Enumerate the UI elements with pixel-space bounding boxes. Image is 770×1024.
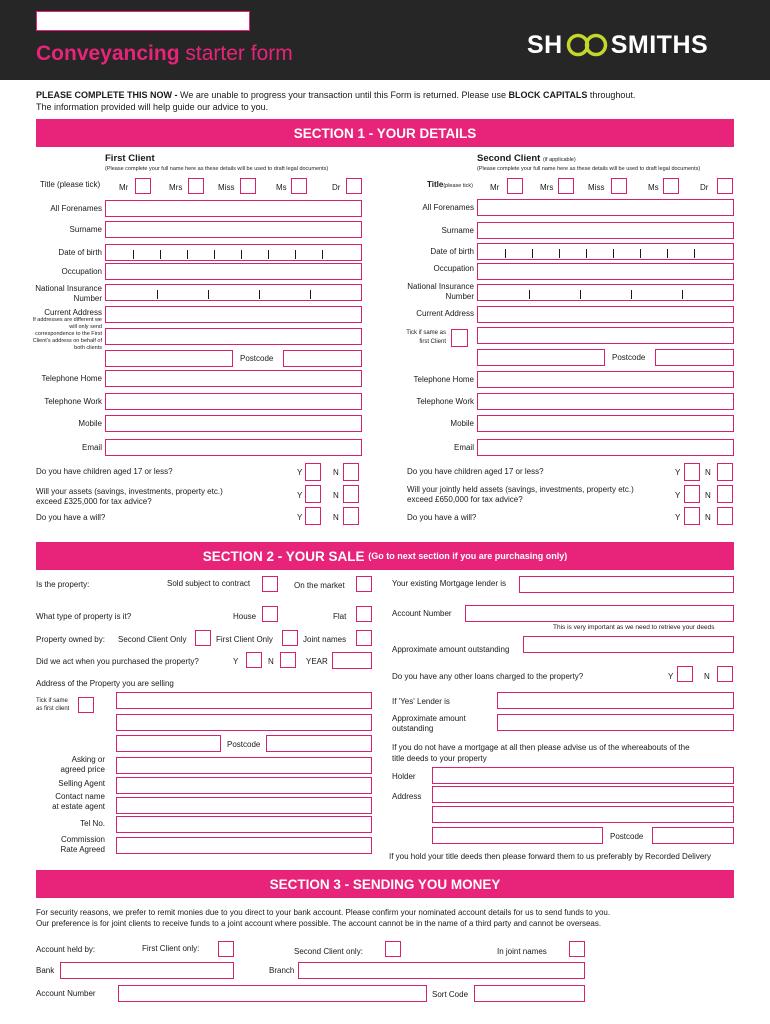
bank-field[interactable] xyxy=(60,962,234,979)
children-question: Do you have children aged 17 or less? xyxy=(407,467,544,476)
same-as-first-checkbox[interactable] xyxy=(78,697,94,713)
surname-field-first[interactable] xyxy=(105,221,362,238)
holder-field[interactable] xyxy=(432,767,734,784)
section-1-header: SECTION 1 - YOUR DETAILS xyxy=(36,119,734,147)
owned-joint-checkbox[interactable] xyxy=(356,630,372,646)
other-approx-field[interactable] xyxy=(497,714,734,731)
mobile-label: Mobile xyxy=(78,419,102,428)
year-label: YEAR xyxy=(306,657,328,666)
no-mortgage-note: If you do not have a mortgage at all then please advise us of the whereabouts of the title deeds to your property xyxy=(392,743,690,763)
approx-outstanding-label: Approximate amount outstanding xyxy=(392,645,510,654)
no-label: N xyxy=(268,657,274,666)
ni-label: National Insurance Number xyxy=(407,282,474,301)
mobile-field-second[interactable] xyxy=(477,415,734,432)
children-no-first[interactable] xyxy=(343,463,359,481)
title-miss-checkbox-first[interactable] xyxy=(240,178,256,194)
title-dr-checkbox-first[interactable] xyxy=(346,178,362,194)
other-loans-yes[interactable] xyxy=(677,666,693,682)
forenames-label: All Forenames xyxy=(422,203,474,212)
tel-no-label: Tel No. xyxy=(80,819,105,828)
dob-field-second[interactable] xyxy=(477,243,734,260)
surname-field-second[interactable] xyxy=(477,222,734,239)
house-checkbox[interactable] xyxy=(262,606,278,622)
flat-checkbox[interactable] xyxy=(356,606,372,622)
deeds-postcode-field[interactable] xyxy=(652,827,734,844)
sold-subject-label: Sold subject to contract xyxy=(167,579,251,588)
address-label: Current Address xyxy=(416,309,474,318)
asking-price-label: Asking or agreed price xyxy=(60,755,105,774)
ni-field-second[interactable] xyxy=(477,284,734,301)
owned-by-label: Property owned by: xyxy=(36,635,105,644)
mobile-field-first[interactable] xyxy=(105,415,362,432)
title-ms-label: Ms xyxy=(648,183,659,192)
email-field-first[interactable] xyxy=(105,439,362,456)
asking-price-field[interactable] xyxy=(116,757,372,774)
email-label: Email xyxy=(453,443,474,452)
ni-field-first[interactable] xyxy=(105,284,362,301)
yes-label: Y xyxy=(675,491,681,500)
title-dr-label: Dr xyxy=(332,183,341,192)
title-ms-checkbox-second[interactable] xyxy=(663,178,679,194)
assets-question-first: Will your assets (savings, investments, property etc.) exceed £325,000 for tax advice? xyxy=(36,487,223,506)
title-label-first: Title (please tick) xyxy=(40,180,101,189)
joint-names-label: In joint names xyxy=(497,947,547,956)
postcode-label: Postcode xyxy=(227,740,261,749)
will-yes-first[interactable] xyxy=(305,507,321,525)
branch-field[interactable] xyxy=(298,962,585,979)
surname-label: Surname xyxy=(69,225,102,234)
form-title: Conveyancing starter form xyxy=(36,42,293,65)
title-mrs-checkbox-second[interactable] xyxy=(558,178,574,194)
address-line3-first[interactable] xyxy=(105,350,233,367)
held-second-checkbox[interactable] xyxy=(385,941,401,957)
forenames-field-first[interactable] xyxy=(105,200,362,217)
no-label: N xyxy=(333,468,339,477)
title-dr-label: Dr xyxy=(700,183,709,192)
children-yes-first[interactable] xyxy=(305,463,321,481)
is-property-label: Is the property: xyxy=(36,580,90,589)
other-lender-field[interactable] xyxy=(497,692,734,709)
forenames-field-second[interactable] xyxy=(477,199,734,216)
title-mrs-label: Mrs xyxy=(540,183,554,192)
postcode-label: Postcode xyxy=(612,353,646,362)
tel-work-field-first[interactable] xyxy=(105,393,362,410)
title-mrs-checkbox-first[interactable] xyxy=(188,178,204,194)
no-label: N xyxy=(333,491,339,500)
tel-home-label: Telephone Home xyxy=(41,374,102,383)
no-label: N xyxy=(704,672,710,681)
yes-label: Y xyxy=(233,657,239,666)
yes-label: Y xyxy=(297,468,303,477)
agent-tel-field[interactable] xyxy=(116,816,372,833)
deeds-address-line3[interactable] xyxy=(432,827,603,844)
title-mr-label: Mr xyxy=(490,183,500,192)
owned-first-checkbox[interactable] xyxy=(282,630,298,646)
address-note: If addresses are different we will only send correspondence to the First Client's address on behalf of both clients xyxy=(32,317,102,351)
title-ms-label: Ms xyxy=(276,183,287,192)
same-as-first-checkbox[interactable] xyxy=(451,329,468,347)
bank-label: Bank xyxy=(36,966,55,975)
year-field[interactable] xyxy=(332,652,372,669)
tel-home-field-second[interactable] xyxy=(477,371,734,388)
if-yes-lender-label: If 'Yes' Lender is xyxy=(392,697,450,706)
forenames-label: All Forenames xyxy=(50,204,102,213)
sold-subject-checkbox[interactable] xyxy=(262,576,278,592)
tel-home-label: Telephone Home xyxy=(413,375,474,384)
bank-account-field[interactable] xyxy=(118,985,427,1002)
other-loans-label: Do you have any other loans charged to the property? xyxy=(392,672,584,681)
selling-address-line1[interactable] xyxy=(116,692,372,709)
title-mrs-label: Mrs xyxy=(169,183,183,192)
logo-rings-icon xyxy=(564,32,610,58)
dob-label: Date of birth xyxy=(430,247,474,256)
first-client-note: (Please complete your full name here as these details will be used to draft legal documents) xyxy=(105,166,329,172)
acted-yes-checkbox[interactable] xyxy=(246,652,262,668)
assets-yes-second[interactable] xyxy=(684,485,700,503)
occupation-label: Occupation xyxy=(433,264,474,273)
mortgage-lender-field[interactable] xyxy=(519,576,734,593)
account-number-label: Account Number xyxy=(392,609,452,618)
acted-no-checkbox[interactable] xyxy=(280,652,296,668)
surname-label: Surname xyxy=(441,226,474,235)
commission-field[interactable] xyxy=(116,837,372,854)
contact-name-label: Contact name at estate agent xyxy=(52,792,105,811)
yes-label: Y xyxy=(675,513,681,522)
retrieve-note: This is very important as we need to retrieve your deeds xyxy=(553,624,715,631)
will-no-second[interactable] xyxy=(717,507,733,525)
on-market-checkbox[interactable] xyxy=(356,576,372,592)
no-label: N xyxy=(705,468,711,477)
tel-work-field-second[interactable] xyxy=(477,393,734,410)
second-client-note: (Please complete your full name here as these details will be used to draft legal documents) xyxy=(477,166,701,172)
selling-address-line3[interactable] xyxy=(116,735,221,752)
other-loans-no[interactable] xyxy=(717,666,733,682)
title-dr-checkbox-second[interactable] xyxy=(717,178,733,194)
children-yes-second[interactable] xyxy=(684,463,700,481)
dob-label: Date of birth xyxy=(58,248,102,257)
assets-yes-first[interactable] xyxy=(305,485,321,503)
address-line1-second[interactable] xyxy=(477,306,734,323)
account-number-label: Account Number xyxy=(36,989,96,998)
held-joint-checkbox[interactable] xyxy=(569,941,585,957)
title-miss-checkbox-second[interactable] xyxy=(611,178,627,194)
ni-label: National Insurance Number xyxy=(35,284,102,303)
account-held-label: Account held by: xyxy=(36,945,96,954)
joint-names-label: Joint names xyxy=(303,635,347,644)
address-line1-first[interactable] xyxy=(105,306,362,323)
commission-label: Commission Rate Agreed xyxy=(60,835,105,854)
security-paragraph: For security reasons, we prefer to remit monies due to you direct to your bank account. Please confirm your nominated account details for us to send funds to you. Our preference is for joint clients to receive funds to a joint account where possible. The account cannot be in the name of a third party and cannot be overseas. xyxy=(36,908,611,928)
occupation-label: Occupation xyxy=(61,267,102,276)
no-label: N xyxy=(705,513,711,522)
owned-second-checkbox[interactable] xyxy=(195,630,211,646)
tel-work-label: Telephone Work xyxy=(44,397,102,406)
branch-label: Branch xyxy=(269,966,295,975)
yes-label: Y xyxy=(668,672,674,681)
did-we-act-label: Did we act when you purchased the property? xyxy=(36,657,199,666)
postcode-label: Postcode xyxy=(610,832,644,841)
selling-agent-field[interactable] xyxy=(116,777,372,794)
second-client-heading: Second Client (if applicable) xyxy=(477,153,576,164)
reference-field[interactable] xyxy=(36,11,250,31)
title-miss-label: Miss xyxy=(588,183,605,192)
second-only-label: Second Client only: xyxy=(294,947,363,956)
selling-address-line2[interactable] xyxy=(116,714,372,731)
section-3-header: SECTION 3 - SENDING YOU MONEY xyxy=(36,870,734,898)
selling-postcode[interactable] xyxy=(266,735,372,752)
postcode-field-second[interactable] xyxy=(655,349,734,366)
email-field-second[interactable] xyxy=(477,439,734,456)
held-first-checkbox[interactable] xyxy=(218,941,234,957)
selling-agent-label: Selling Agent xyxy=(58,779,105,788)
forward-deeds-note: If you hold your title deeds then please forward them to us preferably by Recorded Delivery xyxy=(389,852,711,861)
address-line2-first[interactable] xyxy=(105,328,362,345)
contact-name-field[interactable] xyxy=(116,797,372,814)
assets-no-first[interactable] xyxy=(343,485,359,503)
sort-code-field[interactable] xyxy=(474,985,585,1002)
will-no-first[interactable] xyxy=(343,507,359,525)
assets-no-second[interactable] xyxy=(717,485,733,503)
mobile-label: Mobile xyxy=(450,419,474,428)
address-line2-second[interactable] xyxy=(477,327,734,344)
will-question: Do you have a will? xyxy=(407,513,477,522)
will-question: Do you have a will? xyxy=(36,513,106,522)
section-2-header: SECTION 2 - YOUR SALE (Go to next section if you are purchasing only) xyxy=(36,542,734,570)
tel-work-label: Telephone Work xyxy=(416,397,474,406)
title-label-second: Title(please tick) xyxy=(427,180,473,189)
title-miss-label: Miss xyxy=(218,183,235,192)
holder-label: Holder xyxy=(392,772,416,781)
sort-code-label: Sort Code xyxy=(432,990,469,999)
flat-label: Flat xyxy=(333,612,347,621)
occupation-field-first[interactable] xyxy=(105,263,362,280)
yes-label: Y xyxy=(297,513,303,522)
mortgage-lender-label: Your existing Mortgage lender is xyxy=(392,579,506,588)
address-label: Current Address xyxy=(44,308,102,317)
approx-outstanding-field[interactable] xyxy=(523,636,734,653)
title-mr-checkbox-second[interactable] xyxy=(507,178,523,194)
yes-label: Y xyxy=(675,468,681,477)
children-no-second[interactable] xyxy=(717,463,733,481)
second-only-label: Second Client Only xyxy=(118,635,187,644)
address-selling-label: Address of the Property you are selling xyxy=(36,679,174,688)
postcode-label: Postcode xyxy=(240,354,274,363)
shoosmiths-logo: SH SMITHS xyxy=(527,30,709,59)
assets-question-second: Will your jointly held assets (savings, investments, property etc.) exceed £650,000 for tax advice? xyxy=(407,485,634,504)
email-label: Email xyxy=(81,443,102,452)
dob-field-first[interactable] xyxy=(105,244,362,261)
postcode-field-first[interactable] xyxy=(283,350,362,367)
house-label: House xyxy=(233,612,257,621)
deeds-address-label: Address xyxy=(392,792,422,801)
first-only-label: First Client only: xyxy=(142,944,200,953)
yes-label: Y xyxy=(297,491,303,500)
tick-same-label: Tick if same as first client xyxy=(36,698,70,712)
no-label: N xyxy=(333,513,339,522)
approx-amount-label: Approximate amount outstanding xyxy=(392,714,466,733)
title-mr-checkbox-first[interactable] xyxy=(135,178,151,194)
title-ms-checkbox-first[interactable] xyxy=(291,178,307,194)
first-only-label: First Client Only xyxy=(216,635,273,644)
tel-home-field-first[interactable] xyxy=(105,370,362,387)
children-question: Do you have children aged 17 or less? xyxy=(36,467,173,476)
on-market-label: On the market xyxy=(294,581,345,590)
property-type-label: What type of property is it? xyxy=(36,612,132,621)
address-line3-second[interactable] xyxy=(477,349,605,366)
deeds-address-line1[interactable] xyxy=(432,786,734,803)
will-yes-second[interactable] xyxy=(684,507,700,525)
deeds-address-line2[interactable] xyxy=(432,806,734,823)
mortgage-account-field[interactable] xyxy=(465,605,734,622)
title-mr-label: Mr xyxy=(119,183,129,192)
occupation-field-second[interactable] xyxy=(477,263,734,280)
intro-text: PLEASE COMPLETE THIS NOW - We are unable to progress your transaction until this Form is returned. Please use BLOCK CAPITALS throughout. The information provided will help guide our advice to you. xyxy=(36,90,636,112)
no-label: N xyxy=(705,491,711,500)
first-client-heading: First Client xyxy=(105,153,155,164)
tick-same-label: Tick if same as first Client xyxy=(406,330,446,345)
